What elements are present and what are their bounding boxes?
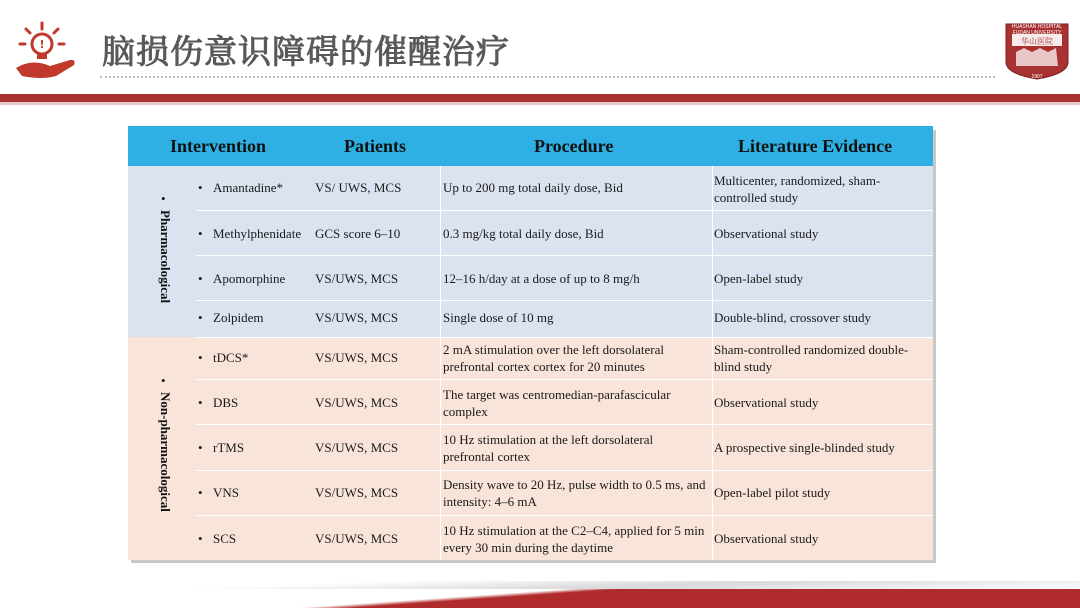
cell-patients: VS/UWS, MCS — [315, 310, 399, 325]
cell-patients: GCS score 6–10 — [315, 226, 401, 241]
row-divider — [196, 515, 933, 516]
group-label-pharmacological: Pharmacological — [158, 210, 173, 304]
cell-procedure: Single dose of 10 mg — [443, 310, 554, 325]
cell-patients: VS/UWS, MCS — [315, 531, 399, 546]
slide-title: 脑损伤意识障碍的催醒治疗 — [102, 32, 510, 71]
row-divider — [196, 379, 933, 380]
cell-evidence: Observational study — [714, 531, 819, 546]
cell-evidence: Observational study — [714, 395, 819, 410]
row-divider — [196, 210, 933, 211]
header-procedure: Procedure — [534, 136, 614, 156]
cell-intervention: Amantadine* — [213, 180, 284, 195]
cell-evidence: A prospective single-blinded study — [714, 440, 895, 455]
cell-procedure: Density wave to 20 Hz, pulse width to 0.5 ms, and intensity: 4–6 mA — [443, 477, 706, 509]
cell-procedure: 10 Hz stimulation at the left dorsolateral prefrontal cortex — [443, 432, 654, 464]
cell-intervention: SCS — [213, 531, 237, 546]
row-bullet: • — [198, 395, 203, 410]
header-band-shadow — [0, 102, 1080, 105]
cell-evidence: Multicenter, randomized, sham-controlled study — [714, 173, 881, 205]
group-label-non-pharmacological: Non-pharmacological — [158, 392, 173, 512]
column-divider — [440, 166, 441, 560]
cell-patients: VS/UWS, MCS — [315, 440, 399, 455]
cell-procedure: Up to 200 mg total daily dose, Bid — [443, 180, 623, 195]
badge-top: HUASHAN HOSPITAL — [1011, 24, 1063, 30]
cell-intervention: VNS — [213, 485, 240, 500]
badge-sub: FUDAN UNIVERSITY — [1012, 30, 1062, 36]
cell-procedure: 10 Hz stimulation at the C2–C4, applied for 5 min every 30 min during the daytime — [443, 523, 705, 555]
cell-evidence: Open-label pilot study — [714, 485, 831, 500]
cell-procedure: 12–16 h/day at a dose of up to 8 mg/h — [443, 271, 640, 286]
cell-intervention: Methylphenidate — [213, 226, 302, 241]
row-bullet: • — [198, 180, 203, 195]
cell-intervention: DBS — [213, 395, 239, 410]
group-bullet: • — [161, 373, 166, 388]
row-bullet: • — [198, 350, 203, 365]
cell-intervention: tDCS* — [213, 350, 249, 365]
row-divider — [196, 255, 933, 256]
intervention-table — [128, 126, 933, 560]
cell-procedure: 0.3 mg/kg total daily dose, Bid — [443, 226, 604, 241]
row-bullet: • — [198, 310, 203, 325]
cell-evidence: Observational study — [714, 226, 819, 241]
row-bullet: • — [198, 271, 203, 286]
footer-band — [0, 589, 1080, 608]
cell-evidence: Double-blind, crossover study — [714, 310, 872, 325]
header-patients: Patients — [344, 136, 406, 156]
header-evidence: Literature Evidence — [738, 136, 893, 156]
row-divider — [196, 470, 933, 471]
group-bullet: • — [161, 191, 166, 206]
cell-evidence: Open-label study — [714, 271, 804, 286]
header-band — [0, 94, 1080, 102]
row-bullet: • — [198, 531, 203, 546]
cell-evidence: Sham-controlled randomized double-blind study — [714, 342, 909, 374]
badge-main: 华山医院 — [1021, 37, 1053, 46]
cell-patients: VS/UWS, MCS — [315, 350, 399, 365]
row-divider — [196, 300, 933, 301]
cell-patients: VS/UWS, MCS — [315, 485, 399, 500]
cell-intervention: rTMS — [213, 440, 245, 455]
cell-procedure: The target was centromedian-parafascicular complex — [443, 387, 671, 419]
header-intervention: Intervention — [170, 136, 266, 156]
row-bullet: • — [198, 226, 203, 241]
svg-text:!: ! — [39, 38, 45, 51]
cell-intervention: Apomorphine — [213, 271, 286, 286]
footer-shadow — [0, 581, 1080, 589]
cell-patients: VS/ UWS, MCS — [315, 180, 402, 195]
cell-patients: VS/UWS, MCS — [315, 271, 399, 286]
lightbulb-hand-icon — [12, 20, 88, 82]
cell-patients: VS/UWS, MCS — [315, 395, 399, 410]
cell-intervention: Zolpidem — [213, 310, 264, 325]
row-divider — [196, 424, 933, 425]
cell-procedure: 2 mA stimulation over the left dorsolateral prefrontal cortex cortex for 20 minutes — [443, 342, 664, 374]
table-header — [128, 126, 933, 166]
hospital-logo-text — [1006, 24, 1068, 80]
badge-year: 1907 — [1031, 74, 1043, 80]
title-divider — [100, 76, 995, 78]
row-bullet: • — [198, 440, 203, 455]
row-bullet: • — [198, 485, 203, 500]
row-divider — [196, 337, 933, 338]
